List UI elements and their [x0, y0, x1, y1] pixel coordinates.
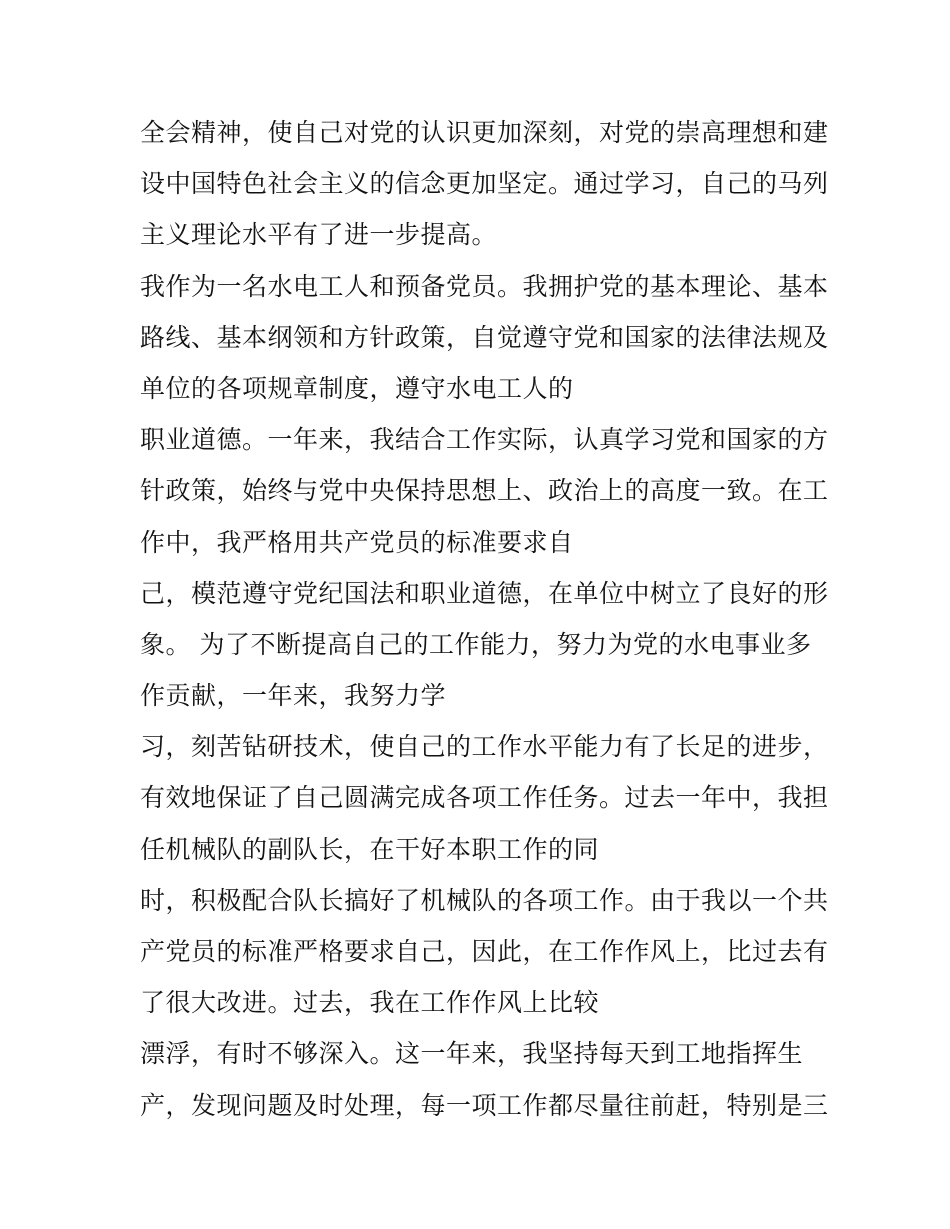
text-line: 习，刻苦钻研技术，使自己的工作水平能力有了长足的进步， — [140, 732, 829, 762]
text-line: 单位的各项规章制度，遵守水电工人的 — [140, 373, 574, 403]
text-line: 有效地保证了自己圆满完成各项工作任务。过去一年中，我担 — [140, 783, 829, 813]
text-line: 设中国特色社会主义的信念更加坚定。通过学习，自己的马列 — [140, 169, 829, 199]
text-line: 了很大改进。过去，我在工作作风上比较 — [140, 988, 600, 1018]
text-line: 漂浮，有时不够深入。这一年来，我坚持每天到工地指挥生 — [140, 1039, 804, 1069]
text-line: 针政策，始终与党中央保持思想上、政治上的高度一致。在工 — [140, 476, 829, 506]
text-line: 产党员的标准严格要求自己，因此，在工作作风上，比过去有 — [140, 937, 829, 966]
body-text — [140, 107, 829, 1131]
text-line: 我作为一名水电工人和预备党员。我拥护党的基本理论、基本 — [140, 271, 829, 301]
text-line: 象。 为了不断提高自己的工作能力，努力为党的水电事业多 — [140, 629, 812, 659]
text-line: 作贡献，一年来，我努力学 — [140, 681, 447, 711]
text-line: 全会精神，使自己对党的认识更加深刻，对党的崇高理想和建 — [140, 118, 829, 147]
text-line: 时，积极配合队长搞好了机械队的各项工作。由于我以一个共 — [140, 885, 829, 915]
text-line: 产，发现问题及时处理，每一项工作都尽量往前赶，特别是三 — [140, 1090, 829, 1120]
text-line: 职业道德。一年来，我结合工作实际，认真学习党和国家的方 — [140, 425, 829, 455]
text-line: 主义理论水平有了进一步提高。 — [140, 220, 498, 250]
text-line: 路线、基本纲领和方针政策，自觉遵守党和国家的法律法规及 — [140, 322, 829, 352]
text-line: 任机械队的副队长，在干好本职工作的同 — [140, 834, 600, 864]
text-line: 作中，我严格用共产党员的标准要求自 — [140, 527, 574, 557]
text-line: 己，模范遵守党纪国法和职业道德，在单位中树立了良好的形 — [140, 578, 829, 608]
